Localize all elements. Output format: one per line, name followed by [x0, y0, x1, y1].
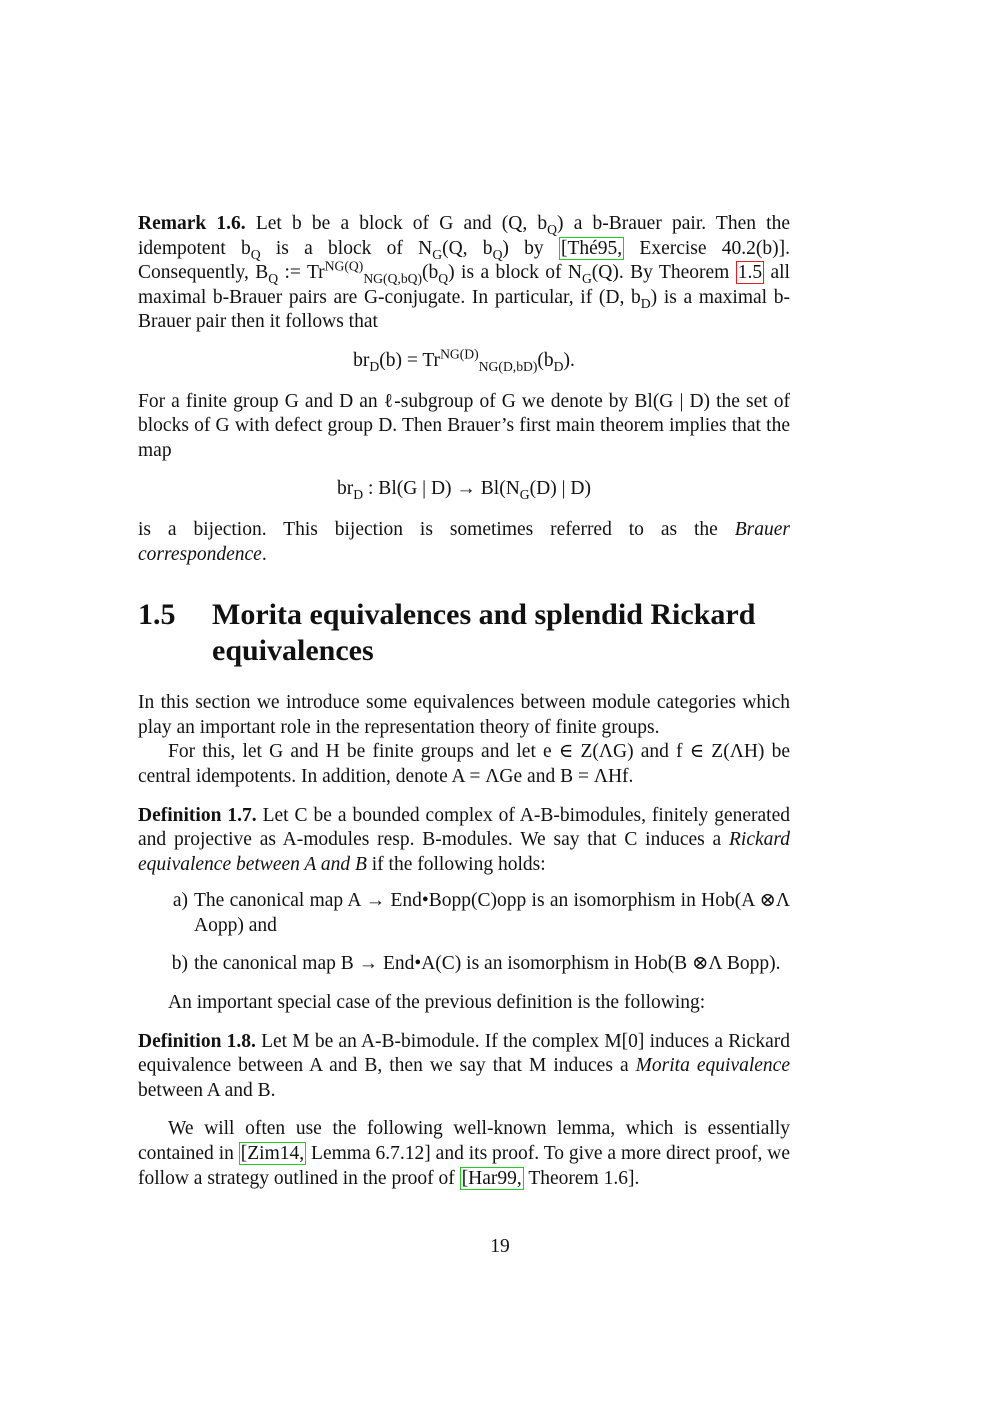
definition-1-8: Definition 1.8. Let M be an A-B-bimodule. If the complex M[0] induces a Rickard equivalence between A and B, then we say that M induces a Morita equivalence between A and B. — [138, 1030, 790, 1101]
remark-label: Remark 1.6. — [138, 213, 246, 234]
section-title: Morita equivalences and splendid Rickard equivalences — [212, 598, 756, 668]
list-item: a) The canonical map A → End•Bopp(C)opp is an isomorphism in Hob(A ⊗Λ Aopp) and — [172, 890, 790, 936]
page-body — [138, 212, 790, 1191]
display-equation-map: $br_D$ : Bl(G | $D) \to Bl(N_G(D)$ | D) — [337, 478, 591, 503]
citation-zim14[interactable]: [Zim14, — [240, 1143, 305, 1165]
section-number: 1.5 — [138, 598, 176, 632]
definition-label: Definition 1.8. — [138, 1030, 256, 1052]
list-item: b) the canonical map B → End•A(C) is an isomorphism in Hob(B ⊗Λ Bopp). — [171, 953, 781, 975]
paragraph-intro: In this section we introduce some equivalences between module categories which play an important role in the representation theory of finite groups. — [138, 692, 790, 738]
citation-har99[interactable]: [Har99, — [461, 1167, 522, 1189]
citation-the95[interactable]: [Thé95, — [560, 237, 623, 259]
display-equation-brauer: $br_D(b) = Tr^{NG(D)}_{NG(D,bD)}(b_D)$. — [353, 346, 575, 374]
paragraph-special-case: An important special case of the previous definition is the following: — [168, 992, 706, 1014]
definition-label: Definition 1.7. — [138, 804, 257, 826]
paragraph-setup: For this, let G and H be finite groups and let e ∈ Z(ΛG) and f ∈ Z(ΛH) be central idempotents. In addition, denote A = ΛGe and B = ΛHf. — [138, 741, 790, 787]
paragraph-lemma-intro: We will often use the following well-known lemma, which is essentially contained in [Zim14, Lemma 6.7.12] and its proof. To give a more direct proof, we follow a strategy outlined in the proof of [Har99, Theorem 1.6]. — [138, 1118, 790, 1189]
remark-1-6: Remark 1.6. Let b be a block of G and (Q, $b_Q$) a b-Brauer pair. Then the idempotent $b_Q$ is a block of $N_G(Q$, $b_Q$) by [Thé95, Exercise 40.2(b)]. Consequently, $B_Q$ := $Tr^{NG(Q)}_{NG(Q,bQ)}(b_Q)$ is a block of $N_G(Q)$. By Theorem 1.5 all maximal b-Brauer pairs are G-conjugate. In particular, if (D, $b_D$) is a maximal b-Brauer pair then it follows that — [138, 213, 791, 333]
paragraph-blocks-defect: For a finite group G and D an ℓ-subgroup of G we denote by Bl(G | D) the set of blocks of G with defect group D. Then Brauer’s first main theorem implies that the map — [138, 390, 790, 461]
section-heading — [138, 597, 790, 669]
definition-conditions — [138, 889, 790, 977]
definition-1-7: Definition 1.7. Let C be a bounded complex of A-B-bimodules, finitely generated and projective as A-modules resp. B-modules. We say that C induces a Rickard equivalence between A and B if the following holds: — [138, 804, 790, 875]
page-number: 19 — [490, 1236, 510, 1257]
theorem-1-5-link[interactable]: 1.5 — [737, 262, 763, 284]
paragraph-bijection: is a bijection. This bijection is sometimes referred to as the Brauer correspondence. — [138, 518, 790, 565]
